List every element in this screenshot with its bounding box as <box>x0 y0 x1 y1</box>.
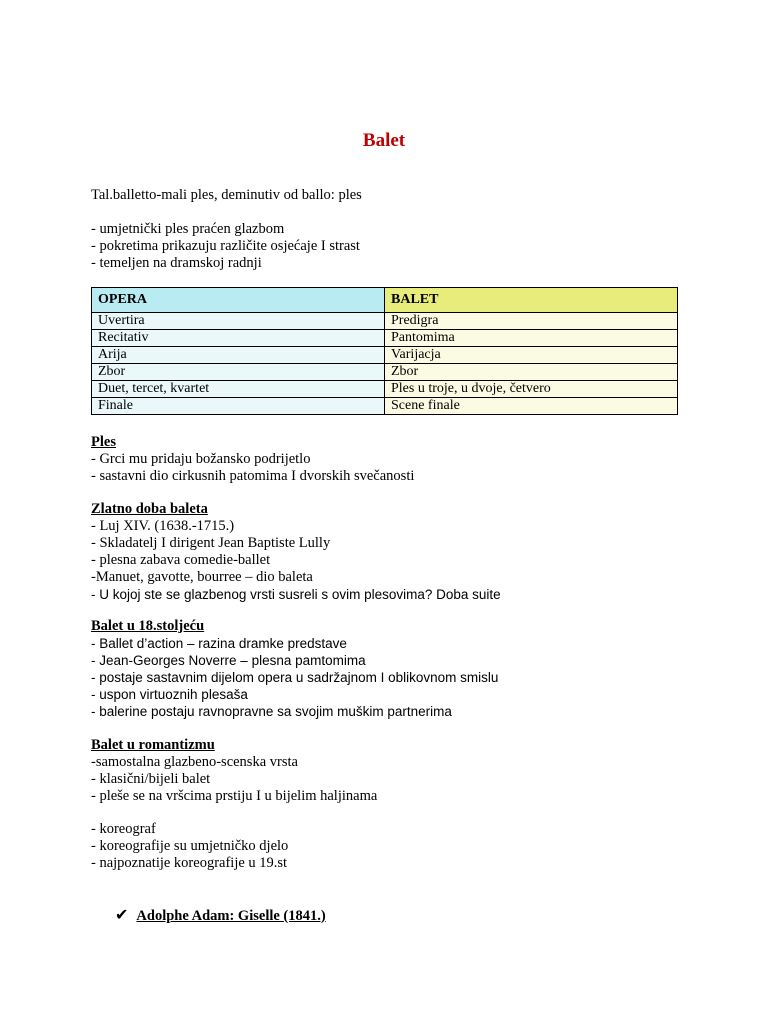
list-item: - balerine postaju ravnopravne sa svojim muškim partnerima <box>91 704 452 719</box>
table-row <box>92 347 678 364</box>
list-item: - postaje sastavnim dijelom opera u sadržajnom I oblikovnom smislu <box>91 670 499 685</box>
section-heading: Ples <box>91 434 116 450</box>
list-item: - uspon virtuoznih plesaša <box>91 687 248 702</box>
list-item: - plesna zabava comedie-ballet <box>91 552 271 568</box>
section-koreograf <box>91 821 691 872</box>
table-cell: Arija <box>92 347 385 364</box>
list-item: - koreografije su umjetničko djelo <box>91 838 289 854</box>
definition-list <box>91 221 691 272</box>
section-romantizam <box>91 737 691 805</box>
opera-balet-table <box>91 287 678 415</box>
table-row <box>92 381 678 398</box>
document-title: Balet <box>362 130 406 151</box>
table-cell: Duet, tercet, kvartet <box>92 381 385 398</box>
list-item: - najpoznatije koreografije u 19.st <box>91 855 288 871</box>
table-cell: Predigra <box>385 313 678 330</box>
section-heading: Balet u 18.stoljeću <box>91 618 205 634</box>
table-row <box>92 330 678 347</box>
list-item: - pokretima prikazuju različite osjećaje I strast <box>91 238 360 254</box>
list-item: - pleše se na vršcima prstiju I u bijelim haljinama <box>91 788 378 804</box>
table-row <box>92 313 678 330</box>
table-cell: Finale <box>92 398 385 415</box>
list-item: - Grci mu pridaju božansko podrijetlo <box>91 451 311 467</box>
section-ples <box>91 434 691 485</box>
table-cell: Varijacja <box>385 347 678 364</box>
checklist-item-label: Adolphe Adam: Giselle (1841.) <box>136 908 326 924</box>
table-row <box>92 398 678 415</box>
table-cell: Uvertira <box>92 313 385 330</box>
list-item: - temeljen na dramskoj radnji <box>91 255 262 271</box>
table-cell: Scene finale <box>385 398 678 415</box>
list-item: - koreograf <box>91 821 156 837</box>
table-cell: Recitativ <box>92 330 385 347</box>
header-opera: OPERA <box>92 288 385 313</box>
list-item: -Manuet, gavotte, bourree – dio baleta <box>91 569 313 585</box>
intro-text <box>91 187 691 204</box>
list-item: - Jean-Georges Noverre – plesna pamtomima <box>91 653 366 668</box>
list-item: - Skladatelj I dirigent Jean Baptiste Lully <box>91 535 331 551</box>
table-cell: Zbor <box>92 364 385 381</box>
list-item: -samostalna glazbeno-scenska vrsta <box>91 754 298 770</box>
section-18-stoljece <box>91 618 691 720</box>
list-item: - Ballet d’action – razina dramke predstave <box>91 636 347 651</box>
header-balet: BALET <box>385 288 678 313</box>
list-item: - klasični/bijeli balet <box>91 771 211 787</box>
table-cell: Ples u troje, u dvoje, četvero <box>385 381 678 398</box>
section-heading: Zlatno doba baleta <box>91 501 208 517</box>
list-item: - Luj XIV. (1638.-1715.) <box>91 518 235 534</box>
list-item: - umjetnički ples praćen glazbom <box>91 221 285 237</box>
checklist-item <box>115 905 326 925</box>
list-item: - sastavni dio cirkusnih patomima I dvorskih svečanosti <box>91 468 415 484</box>
table-header-row <box>92 288 678 313</box>
table-cell: Zbor <box>385 364 678 381</box>
section-zlatno-doba <box>91 501 691 603</box>
section-heading: Balet u romantizmu <box>91 737 215 753</box>
checkmark-icon: ✔ <box>115 905 129 924</box>
intro-line: Tal.balletto-mali ples, deminutiv od ballo: ples <box>91 187 362 203</box>
list-item: - U kojoj ste se glazbenog vrsti susreli s ovim plesovima? Doba suite <box>91 587 501 602</box>
table-row <box>92 364 678 381</box>
table-cell: Pantomima <box>385 330 678 347</box>
